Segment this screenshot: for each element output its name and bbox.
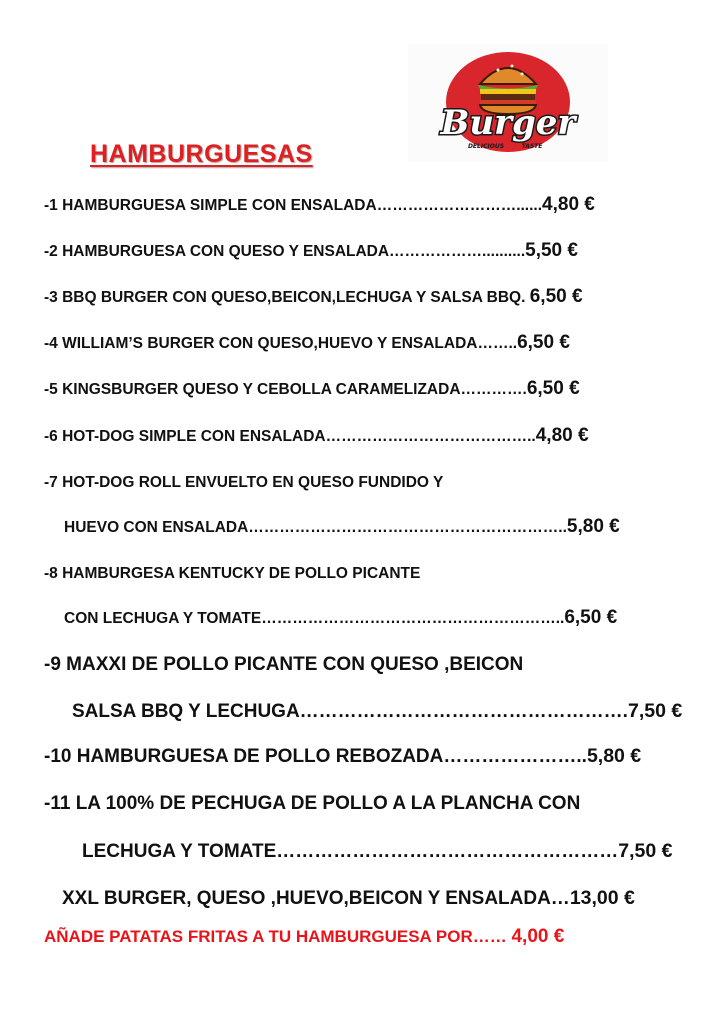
menu-item	[44, 332, 570, 354]
item-text: SALSA BBQ Y LECHUGA…………………………………………….	[72, 701, 628, 722]
item-text: -4 WILLIAM’S BURGER CON QUESO,HUEVO Y ENSALADA……..	[44, 335, 518, 352]
item-text: -7 HOT-DOG ROLL ENVUELTO EN QUESO FUNDIDO Y	[44, 474, 444, 491]
item-price: 5,80 €	[586, 745, 642, 767]
item-text: HUEVO CON ENSALADA……………………………………………………..	[64, 519, 567, 536]
logo-wordmark: Burger	[440, 103, 576, 143]
menu-item-continued	[72, 700, 682, 723]
page-title: HAMBURGUESAS	[90, 140, 313, 168]
item-text: -6 HOT-DOG SIMPLE CON ENSALADA…………………………………..	[44, 428, 536, 445]
item-text: -2 HAMBURGUESA CON QUESO Y ENSALADA………………..........	[44, 243, 526, 260]
item-price: 4,80 €	[535, 425, 589, 446]
menu-item	[44, 562, 420, 584]
addon-price: 4,00 €	[511, 926, 565, 947]
menu-item	[44, 286, 583, 308]
menu-item	[44, 240, 578, 262]
item-text: XXL BURGER, QUESO ,HUEVO,BEICON Y ENSALADA…	[62, 888, 570, 909]
item-text: CON LECHUGA Y TOMATE…………………………………………………..	[64, 610, 565, 627]
burger-logo-icon	[408, 44, 608, 162]
item-price: 5,50 €	[525, 240, 578, 261]
item-text: -10 HAMBURGUESA DE POLLO REBOZADA…………………..	[44, 746, 587, 767]
menu-item	[44, 471, 443, 493]
menu-item-continued	[64, 607, 617, 629]
item-text: -5 KINGSBURGER QUESO Y CEBOLLA CARAMELIZADA………….	[44, 381, 527, 398]
menu-item	[44, 792, 580, 815]
addon-text: AÑADE PATATAS FRITAS A TU HAMBURGUESA POR……	[44, 927, 512, 946]
item-text: -9 MAXXI DE POLLO PICANTE CON QUESO ,BEICON	[44, 654, 524, 675]
menu-item-continued	[64, 516, 620, 538]
menu-item	[44, 425, 589, 447]
item-price: 5,80 €	[566, 516, 620, 537]
menu-item-xxl	[62, 887, 635, 910]
item-text: LECHUGA Y TOMATE………………………………………………	[82, 841, 619, 862]
menu-item	[44, 745, 641, 768]
item-price: 7,50 €	[618, 840, 673, 862]
menu-item	[44, 378, 580, 400]
item-price: 13,00 €	[569, 887, 635, 909]
menu-item	[44, 194, 595, 216]
logo-tagline-left: DELICIOUS	[467, 143, 505, 150]
item-text: -11 LA 100% DE PECHUGA DE POLLO A LA PLANCHA CON	[44, 793, 581, 814]
item-text: -3 BBQ BURGER CON QUESO,BEICON,LECHUGA Y SALSA BBQ.	[44, 289, 530, 306]
item-text: -1 HAMBURGUESA SIMPLE CON ENSALADA………………………......	[44, 197, 543, 214]
item-price: 6,50 €	[564, 607, 618, 628]
item-price: 7,50 €	[627, 700, 683, 722]
logo-tagline-right: TASTE	[521, 143, 543, 150]
menu-item	[44, 653, 523, 676]
burger-logo	[408, 44, 608, 162]
menu-item-continued	[82, 840, 672, 863]
fries-addon-note	[44, 926, 564, 948]
item-price: 6,50 €	[529, 286, 583, 307]
item-price: 4,80 €	[542, 194, 595, 215]
item-price: 6,50 €	[526, 378, 580, 399]
item-price: 6,50 €	[517, 332, 570, 353]
item-text: -8 HAMBURGESA KENTUCKY DE POLLO PICANTE	[44, 565, 421, 582]
